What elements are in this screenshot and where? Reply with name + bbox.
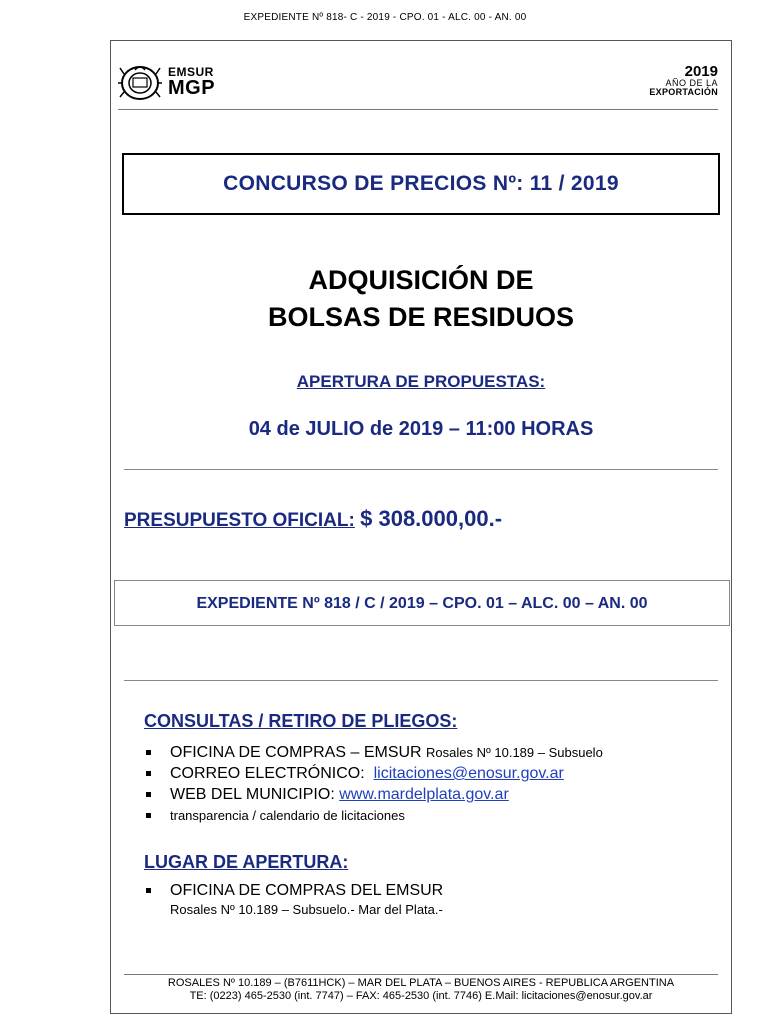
email-link[interactable]: licitaciones@enosur.gov.ar: [373, 765, 564, 782]
consultas-list: [144, 742, 603, 826]
divider-2: [124, 680, 718, 681]
logo-emsur-text: EMSUR: [168, 65, 214, 79]
year-line-1: AÑO DE LA: [665, 78, 718, 88]
presupuesto-oficial: [124, 506, 502, 532]
title-line-1: ADQUISICIÓN DE: [308, 265, 534, 295]
oficina-address-note: Rosales Nº 10.189 – Subsuelo: [426, 745, 603, 760]
list-item: [144, 784, 603, 805]
year-number: 2019: [684, 63, 718, 80]
expediente-box: [114, 580, 730, 626]
letterhead: [118, 62, 718, 106]
list-item: [144, 805, 603, 826]
title-line-2: BOLSAS DE RESIDUOS: [267, 302, 575, 332]
presupuesto-label: PRESUPUESTO OFICIAL:: [124, 510, 355, 531]
logo-mgp-text: MGP: [168, 77, 216, 99]
apertura-date: 04 de JULIO de 2019 – 11:00 HORAS: [248, 418, 594, 440]
expediente-text: EXPEDIENTE Nº 818 / C / 2019 – CPO. 01 – ALC. 00 – AN. 00: [196, 595, 648, 612]
concurso-title: CONCURSO DE PRECIOS Nº: 11 / 2019: [223, 172, 619, 195]
footer-address: ROSALES Nº 10.189 – (B7611HCK) – MAR DEL PLATA – BUENOS AIRES - REPUBLICA ARGENTINA: [167, 977, 675, 989]
lugar-list: [144, 880, 443, 918]
list-item: [144, 742, 603, 763]
transparencia-text: transparencia / calendario de licitaciones: [170, 808, 405, 823]
year-badge: [649, 64, 718, 97]
list-item: [144, 763, 603, 784]
footer-contact: TE: (0223) 465-2530 (int. 7747) – FAX: 465-2530 (int. 7746) E.Mail: licitaciones@enosur.gov.ar: [189, 990, 653, 1002]
correo-label: CORREO ELECTRÓNICO:: [170, 765, 365, 782]
presupuesto-value: $ 308.000,00.-: [360, 506, 503, 531]
document-title: [120, 262, 722, 336]
footer-divider: [124, 974, 718, 975]
footer: [110, 977, 732, 1003]
top-reference: EXPEDIENTE Nº 818- C - 2019 - CPO. 01 - ALC. 00 - AN. 00: [243, 12, 527, 23]
apertura-label: APERTURA DE PROPUESTAS:: [296, 372, 546, 391]
concurso-box: [122, 153, 720, 215]
year-line-2: EXPORTACIÓN: [649, 87, 718, 97]
municipal-seal-icon: [118, 62, 162, 102]
emsur-logo: [118, 62, 215, 102]
lugar-title: LUGAR DE APERTURA:: [144, 852, 349, 872]
list-item: [144, 880, 443, 918]
header-divider: [118, 109, 718, 110]
lugar-address: Rosales Nº 10.189 – Subsuelo.- Mar del Plata.-: [170, 902, 443, 917]
oficina-compras-text: OFICINA DE COMPRAS – EMSUR: [170, 744, 422, 761]
lugar-oficina-text: OFICINA DE COMPRAS DEL EMSUR: [170, 882, 444, 899]
divider-1: [124, 469, 718, 470]
web-link[interactable]: www.mardelplata.gov.ar: [339, 786, 509, 803]
web-label: WEB DEL MUNICIPIO:: [170, 786, 335, 803]
consultas-title: CONSULTAS / RETIRO DE PLIEGOS:: [144, 711, 458, 731]
